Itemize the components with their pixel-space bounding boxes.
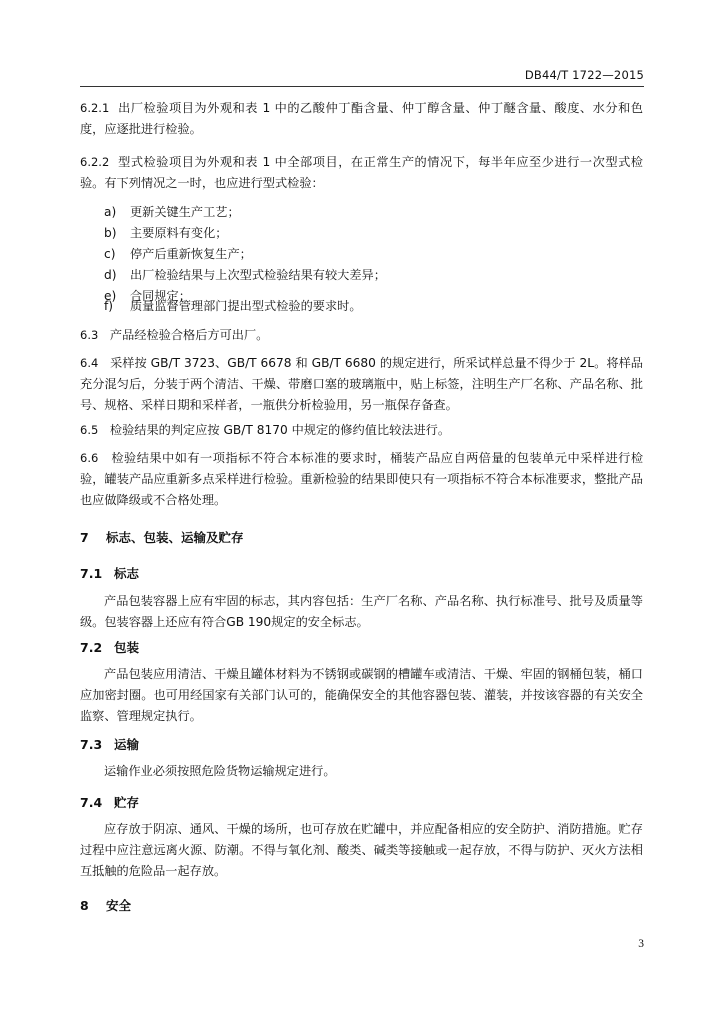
clause-6-2-1 [80,98,643,140]
section-title: 标志、包装、运输及贮存 [106,530,244,545]
clause-number: 6.6 [80,451,99,465]
list-item-text: 停产后重新恢复生产； [130,247,252,261]
clause-text: 型式检验项目为外观和表 1 中全部项目，在正常生产的情况下，每半年应至少进行一次型式检验。有下列情况之一时，也应进行型式检验： [80,155,643,190]
section-number: 7.2 [80,640,103,655]
list-marker: c) [104,247,116,261]
clause-7-2-text: 产品包装应用清洁、干燥且罐体材料为不锈钢或碳钢的槽罐车或清洁、干燥、牢固的钢桶包装，桶口应加密封圈。也可用经国家有关部门认可的，能确保安全的其他容器包装、灌装，并按该容器的有关安全监察、管理规定执行。 [80,667,643,723]
list-item-text: 出厂检验结果与上次型式检验结果有较大差异； [130,268,386,282]
section-number: 7 [80,530,89,545]
section-number: 7.1 [80,566,103,581]
section-number: 7.3 [80,737,103,752]
clause-number: 6.4 [80,356,99,370]
clause-text: 检验结果中如有一项指标不符合本标准的要求时，桶装产品应自两倍量的包装单元中采样进行检验，罐装产品应重新多点采样进行检验。重新检验的结果即使只有一项指标不符合本标准要求，整批产品也应做降级或不合格处理。 [80,451,644,507]
clause-6-5 [80,420,643,441]
clause-7-3-text: 运输作业必须按照危险货物运输规定进行。 [104,764,336,778]
list-marker: d) [104,268,117,282]
header-divider [80,86,644,87]
clause-7-4-text: 应存放于阴凉、通风、干燥的场所，也可存放在贮罐中，并应配备相应的安全防护、消防措施。贮存过程中应注意远离火源、防潮。不得与氧化剂、酸类、碱类等接触或一起存放，不得与防护、灭火方法相互抵触的危险品一起存放。 [80,822,643,878]
list-item [104,265,386,286]
clause-6-3 [80,325,643,346]
section-title: 标志 [114,566,140,581]
clause-6-4 [80,353,643,416]
section-number: 8 [80,898,89,913]
section-title: 安全 [106,898,132,913]
section-heading-7-3 [80,734,139,755]
section-heading-7 [80,527,244,548]
section-number: 7.4 [80,795,103,810]
section-title: 运输 [114,737,140,752]
clause-text: 检验结果的判定应按 GB/T 8170 中规定的修约值比较法进行。 [109,423,451,437]
clause-number: 6.5 [80,423,99,437]
section-heading-8 [80,895,131,916]
list-item-text: 合同规定； [130,289,191,303]
clause-6-6 [80,448,643,511]
section-heading-7-2 [80,637,139,658]
clause-text: 出厂检验项目为外观和表 1 中的乙酸仲丁酯含量、仲丁醇含量、仲丁醚含量、酸度、水分和色度，应逐批进行检验。 [80,101,643,136]
clause-number: 6.2.2 [80,155,110,169]
clause-6-2-2 [80,152,643,194]
section-heading-7-1 [80,563,139,584]
list-item-text: 主要原料有变化； [130,226,228,240]
section-title: 包装 [114,640,140,655]
page-number: 3 [638,938,644,950]
clause-text: 采样按 GB/T 3723、GB/T 6678 和 GB/T 6680 的规定进行，所采试样总量不得少于 2L。将样品充分混匀后，分装于两个清洁、干燥、带磨口塞的玻璃瓶中，贴上标签，注明生产厂名称、产品名称、批号、规格、采样日期和采样者，一瓶供分析检验用，另一瓶保存备查。 [80,356,643,412]
list-marker: e) [104,289,117,303]
list-item [104,223,228,244]
clause-number: 6.3 [80,328,99,342]
list-marker: f) [104,299,114,313]
clause-text: 产品经检验合格后方可出厂。 [109,328,269,342]
list-marker: b) [104,226,117,240]
list-item [104,202,240,223]
document-code-header: DB44/T 1722—2015 [524,68,644,82]
section-heading-7-4 [80,792,139,813]
list-marker: a) [104,205,117,219]
list-item [104,296,362,317]
list-item-text: 质量监督管理部门提出型式检验的要求时。 [130,299,362,313]
list-item [104,244,252,265]
section-title: 贮存 [114,795,140,810]
clause-7-1-text: 产品包装容器上应有牢固的标志，其内容包括：生产厂名称、产品名称、执行标准号、批号及质量等级。包装容器上还应有符合GB 190规定的安全标志。 [80,594,643,629]
clause-number: 6.2.1 [80,101,110,115]
list-item-text: 更新关键生产工艺； [130,205,240,219]
